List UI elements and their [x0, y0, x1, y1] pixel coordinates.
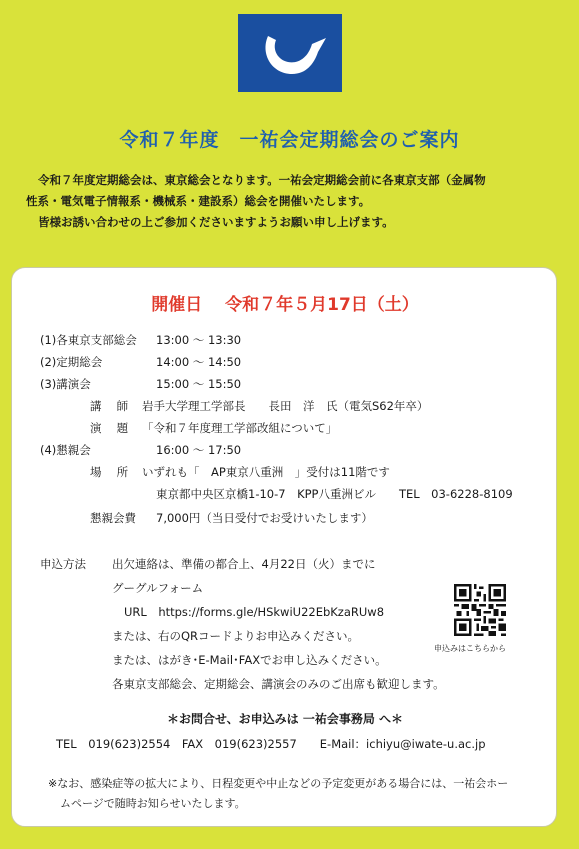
schedule-item-time: 16:00 ～ 17:50: [156, 443, 242, 457]
schedule-item-label: (4)懇親会: [40, 443, 91, 457]
schedule-item-time: 13:00 ～ 13:30: [156, 333, 242, 347]
apply-line: グーグルフォーム: [112, 581, 204, 595]
schedule-item-label: (1)各東京支部総会: [40, 333, 137, 347]
venue-address: 東京都中央区京橋1-10-7 KPP八重洲ビル TEL 03-6228-8109: [156, 487, 513, 501]
apply-line: 各東京支部総会、定期総会、講演会のみのご出席も歓迎します。: [112, 677, 445, 691]
schedule-item-time: 14:00 ～ 14:50: [156, 355, 242, 369]
event-date: 開催日 令和７年５月17日（土）: [151, 295, 419, 315]
speaker-label: 講 師: [90, 399, 129, 413]
topic-value: 「令和７年度理工学部改組について」: [142, 421, 338, 435]
place-label: 場 所: [90, 465, 129, 479]
page-title: 令和７年度 一祐会定期総会のご案内: [119, 129, 460, 151]
apply-line: 出欠連絡は、準備の都合上、4月22日（火）までに: [112, 557, 376, 571]
event-details-card: [11, 267, 557, 827]
qr-caption: 申込みはこちらから: [434, 644, 506, 653]
schedule-item-label: (2)定期総会: [40, 355, 103, 369]
apply-line: または、右のQRコードよりお申込みください。: [112, 629, 360, 643]
fee-label: 懇親会費: [90, 511, 136, 525]
fee-value: 7,000円（当日受付でお受けいたします）: [156, 511, 373, 525]
intro-line: 令和７年度定期総会は、東京総会となります。一祐会定期総会前に各東京支部（金属物: [38, 173, 486, 187]
logo-bird-icon: [238, 14, 342, 92]
form-url-link[interactable]: URL https://forms.gle/HSkwiU22EbKzaRUw8: [124, 605, 385, 619]
speaker-value: 岩手大学理工学部長 長田 洋 氏（電気S62年卒）: [142, 399, 429, 413]
apply-label: 申込方法: [40, 557, 86, 571]
notice-line: ムページで随時お知らせいたします。: [60, 797, 246, 810]
intro-line: 皆様お誘い合わせの上ご参加くださいますようお願い申し上げます。: [38, 215, 394, 229]
contact-info: TEL 019(623)2554 FAX 019(623)2557 E-Mail：ichiyu@iwate-u.ac.jp: [56, 737, 486, 751]
notice-text: [48, 774, 548, 814]
place-value: いずれも「 AP東京八重洲 」受付は11階です: [142, 465, 390, 479]
contact-heading: ＊お問合せ、お申込みは 一祐会事務局 へ＊: [167, 712, 403, 726]
organization-logo: [238, 14, 342, 92]
schedule-item-label: (3)講演会: [40, 377, 91, 391]
qr-code[interactable]: [454, 584, 506, 636]
notice-line: ※なお、感染症等の拡大により、日程変更や中止などの予定変更がある場合には、一祐会ホー: [48, 777, 509, 790]
intro-line: 性系・電気電子情報系・機械系・建設系）総会を開催いたします。: [26, 194, 371, 208]
apply-line: または、はがき･E-Mail･FAXでお申し込みください。: [112, 653, 387, 667]
intro-text: [26, 170, 556, 233]
schedule-item-time: 15:00 ～ 15:50: [156, 377, 242, 391]
topic-label: 演 題: [90, 421, 129, 435]
